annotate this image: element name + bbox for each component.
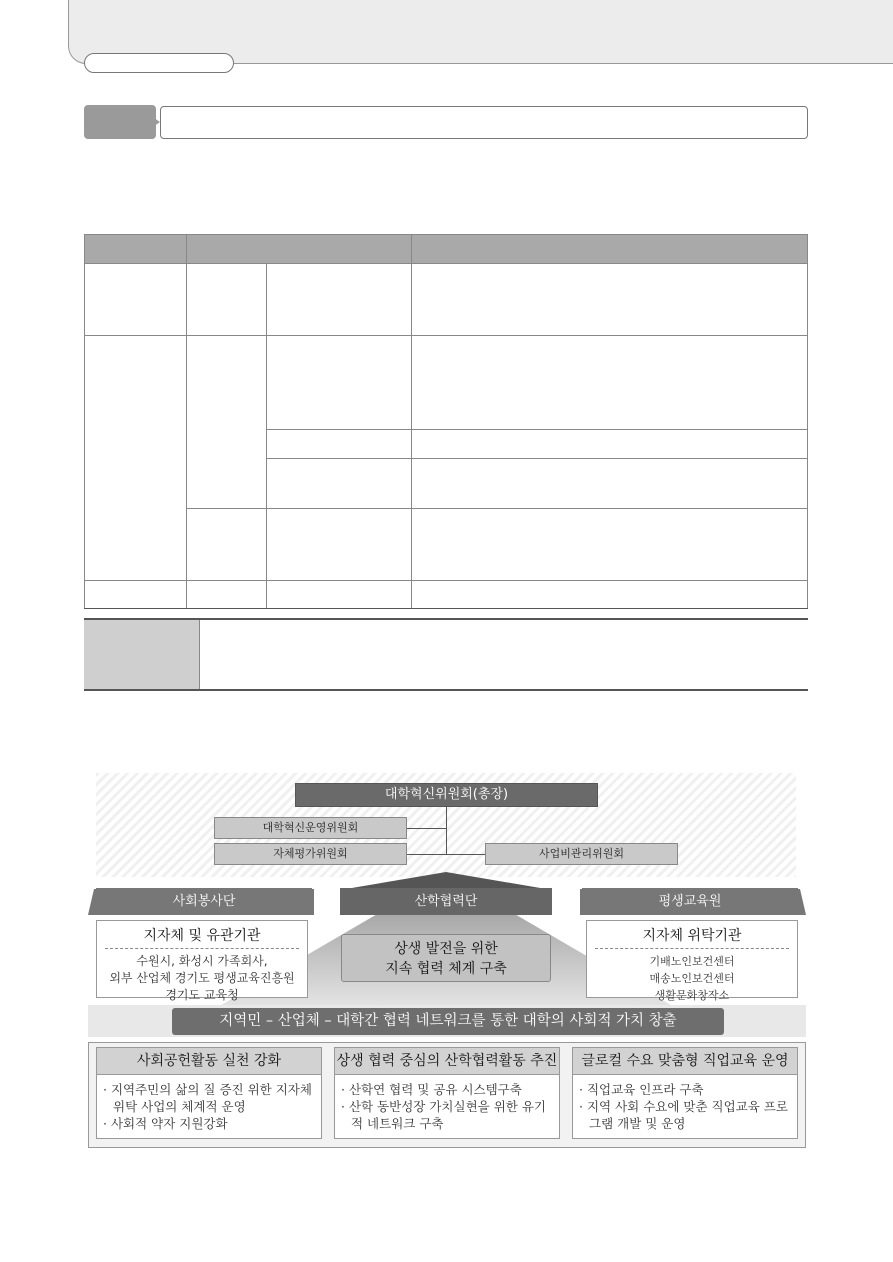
org-connector-line: [407, 854, 485, 855]
right-partner-panel: [586, 920, 798, 1002]
strategy-column-title: 상생 협력 중심의 산학협력활동 추진: [335, 1048, 559, 1075]
center-goal-line: 지속 협력 체계 구축: [385, 961, 507, 977]
strategy-column: [334, 1047, 560, 1139]
panel-line: 외부 산업체 경기도 평생교육진흥원: [109, 971, 295, 985]
org-connector-line: [407, 828, 446, 829]
org-connector-line: [446, 807, 447, 854]
unit-social-service: 사회봉사단: [96, 888, 312, 915]
table-header-cell: [187, 235, 412, 264]
table-header-row: [85, 235, 808, 264]
panel-line: 매송노인보건센터: [649, 972, 735, 985]
strategy-column: [96, 1047, 322, 1139]
left-partner-panel: [96, 920, 308, 1002]
panel-line: 생활문화창작소: [654, 989, 730, 1002]
section-tag: [84, 105, 156, 139]
strategy-item: · 사회적 약자 지원강화: [103, 1116, 228, 1131]
sub-committee-box: 사업비관리위원회: [485, 843, 678, 865]
strategy-column-title: 사회공헌활동 실천 강화: [97, 1048, 321, 1075]
panel-line: 경기도 교육청: [165, 988, 239, 1002]
top-committee-box: 대학혁신위원회(총장): [295, 783, 598, 807]
strategy-column: [572, 1047, 798, 1139]
center-goal-line: 상생 발전을 위한: [394, 941, 498, 957]
sub-committee-box: 자체평가위원회: [214, 843, 407, 865]
section-title-bar: [160, 106, 808, 139]
center-goal-box: [341, 934, 551, 982]
panel-line: 기배노인보건센터: [649, 955, 735, 968]
strategy-item: · 지역주민의 삶의 질 증진 위한 지자체 위탁 사업의 체계적 운영: [103, 1082, 312, 1114]
table-row: [85, 581, 808, 609]
table-header-cell: [85, 235, 187, 264]
section-tag-arrow: [150, 115, 160, 129]
strategy-item: · 직업교육 인프라 구축: [579, 1082, 704, 1097]
data-table: [84, 234, 808, 609]
strategy-item: · 산학연 협력 및 공유 시스템구축: [341, 1082, 522, 1097]
sub-committee-box: 대학혁신운영위원회: [214, 817, 407, 839]
strategy-item: · 지역 사회 수요에 맞춘 직업교육 프로그램 개발 및 운영: [579, 1099, 788, 1131]
panel-line: 수원시, 화성시 가족회사,: [136, 954, 268, 968]
table-header-cell: [412, 235, 808, 264]
table-divider: [84, 608, 808, 609]
table-row: [85, 509, 808, 581]
panel-divider: [595, 948, 789, 949]
right-panel-title: 지자체 위탁기관: [642, 928, 742, 944]
left-panel-title: 지자체 및 유관기관: [143, 928, 261, 944]
table-row: [85, 264, 808, 336]
value-creation-banner: 지역민 – 산업체 – 대학간 협력 네트워크를 통한 대학의 사회적 가치 창출: [172, 1008, 724, 1035]
strategy-item: · 산학 동반성장 가치실현을 위한 유기적 네트워크 구축: [341, 1099, 546, 1131]
unit-lifelong-education: 평생교육원: [582, 888, 798, 915]
unit-industry-cooperation: 산학협력단: [340, 888, 552, 915]
note-label-cell: [84, 620, 200, 689]
strategy-column-title: 글로컬 수요 맞춤형 직업교육 운영: [573, 1048, 797, 1075]
table-row: [85, 336, 808, 430]
panel-divider: [105, 948, 299, 949]
header-tab-pill: [84, 53, 234, 73]
